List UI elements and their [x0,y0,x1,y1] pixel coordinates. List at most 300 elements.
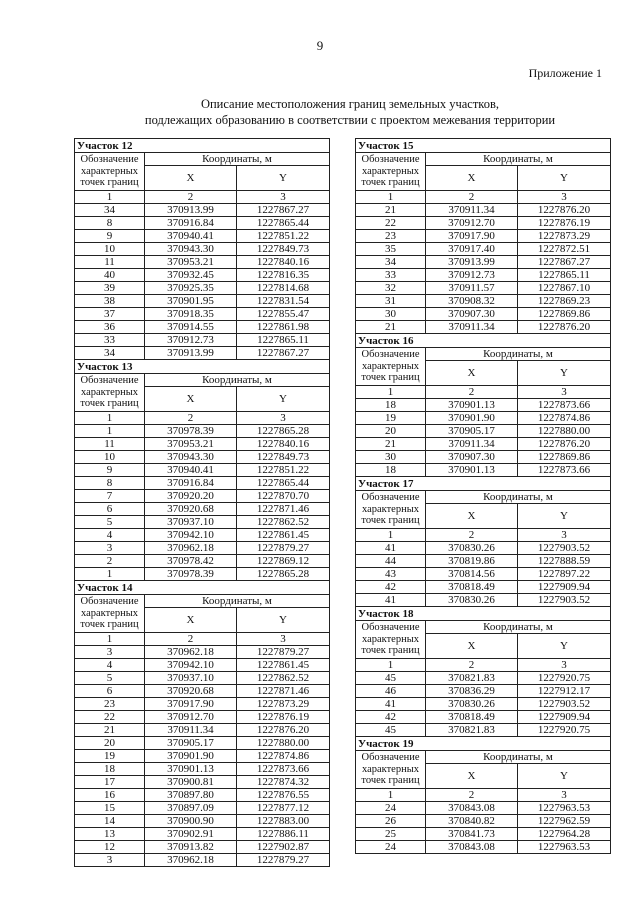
point-number: 9 [75,464,145,477]
table-row [356,295,611,308]
table-row [356,256,611,269]
header-row [356,348,611,361]
x-value: 370836.29 [426,685,518,698]
point-number: 18 [75,763,145,776]
table-row [356,230,611,243]
point-number: 13 [75,828,145,841]
table-row [356,802,611,815]
point-number: 35 [356,243,426,256]
x-value: 370840.82 [426,815,518,828]
point-header: Обозначение характерных точек границ [356,621,426,659]
point-number: 9 [75,230,145,243]
point-number: 45 [356,724,426,737]
point-number: 31 [356,295,426,308]
x-value: 370942.10 [145,529,237,542]
plot-title: Участок 15 [356,139,611,153]
point-number: 32 [356,282,426,295]
y-value: 1227869.12 [237,555,330,568]
y-value: 1227851.22 [237,230,330,243]
x-value: 370940.41 [145,464,237,477]
y-value: 1227909.94 [518,581,611,594]
table-row [75,269,330,282]
point-number: 24 [356,802,426,815]
plot-title: Участок 16 [356,334,611,348]
x-value: 370918.35 [145,308,237,321]
column-number-row [356,191,611,204]
column-number-row [356,386,611,399]
x-value: 370916.84 [145,217,237,230]
table-row [75,711,330,724]
y-value: 1227909.94 [518,711,611,724]
y-value: 1227883.00 [237,815,330,828]
table-row [356,685,611,698]
point-header: Обозначение характерных точек границ [356,348,426,386]
y-value: 1227874.86 [518,412,611,425]
x-value: 370905.17 [426,425,518,438]
point-number: 37 [75,308,145,321]
table-row [75,503,330,516]
point-number: 3 [75,542,145,555]
point-number: 24 [356,841,426,854]
x-value: 370920.68 [145,503,237,516]
y-value: 1227873.66 [518,464,611,477]
column-number: 3 [518,529,611,542]
point-number: 34 [356,256,426,269]
x-value: 370843.08 [426,841,518,854]
plot-title-row [356,334,611,348]
table-row [356,321,611,334]
header-row [356,491,611,504]
x-value: 370905.17 [145,737,237,750]
plot-title-row [75,139,330,153]
point-number: 30 [356,451,426,464]
table-row [356,568,611,581]
point-number: 34 [75,347,145,360]
table-row [75,217,330,230]
title-line-1: Описание местоположения границ земельных участков, [200,97,500,111]
column-number-row [356,529,611,542]
y-header: Y [237,166,330,191]
y-value: 1227861.45 [237,529,330,542]
y-value: 1227912.17 [518,685,611,698]
column-number: 1 [75,191,145,204]
point-number: 45 [356,672,426,685]
y-value: 1227876.20 [518,204,611,217]
table-row [75,737,330,750]
y-value: 1227869.86 [518,451,611,464]
x-value: 370901.90 [426,412,518,425]
plot-title: Участок 14 [75,581,330,595]
x-value: 370962.18 [145,542,237,555]
x-header: X [145,166,237,191]
x-header: X [426,504,518,529]
x-value: 370908.32 [426,295,518,308]
point-number: 33 [75,334,145,347]
point-header: Обозначение характерных точек границ [356,153,426,191]
coords-header: Координаты, м [145,374,330,387]
table-row [356,594,611,607]
point-number: 42 [356,581,426,594]
point-number: 21 [356,438,426,451]
y-value: 1227861.45 [237,659,330,672]
y-header: Y [518,361,611,386]
column-number-row [75,412,330,425]
x-value: 370901.13 [145,763,237,776]
y-value: 1227873.29 [237,698,330,711]
table-row [75,698,330,711]
table-row [75,646,330,659]
title-line-2: подлежащих образованию в соответствии с проектом межевания территории [144,113,556,127]
point-number: 36 [75,321,145,334]
x-value: 370914.55 [145,321,237,334]
table-row [356,438,611,451]
x-value: 370943.30 [145,451,237,464]
table-row [356,243,611,256]
x-value: 370814.56 [426,568,518,581]
x-value: 370978.39 [145,568,237,581]
point-number: 20 [356,425,426,438]
point-number: 41 [356,698,426,711]
x-value: 370978.39 [145,425,237,438]
point-number: 25 [356,828,426,841]
table-row [75,425,330,438]
table-row [356,555,611,568]
point-number: 4 [75,659,145,672]
y-value: 1227865.28 [237,568,330,581]
column-number: 2 [426,386,518,399]
page-number: 9 [316,38,324,53]
document-title [60,96,640,128]
table-row [75,334,330,347]
table-row [356,204,611,217]
point-number: 1 [75,568,145,581]
y-header: Y [237,387,330,412]
y-value: 1227874.86 [237,750,330,763]
table-row [356,425,611,438]
column-number: 1 [356,659,426,672]
point-number: 10 [75,243,145,256]
x-value: 370932.45 [145,269,237,282]
table-row [75,789,330,802]
x-value: 370912.70 [145,711,237,724]
table-row [356,217,611,230]
header-row [75,374,330,387]
y-value: 1227962.59 [518,815,611,828]
table-row [356,464,611,477]
table-row [356,672,611,685]
y-value: 1227963.53 [518,802,611,815]
y-value: 1227867.10 [518,282,611,295]
x-value: 370830.26 [426,698,518,711]
table-row [356,308,611,321]
table-row [356,282,611,295]
y-value: 1227888.59 [518,555,611,568]
table-row [75,555,330,568]
x-value: 370913.99 [145,204,237,217]
y-value: 1227849.73 [237,243,330,256]
point-number: 43 [356,568,426,581]
table-row [75,568,330,581]
point-number: 11 [75,256,145,269]
y-value: 1227874.32 [237,776,330,789]
table-row [356,724,611,737]
plot-title-row [75,581,330,595]
x-value: 370912.73 [426,269,518,282]
table-row [75,243,330,256]
header-row [75,595,330,608]
x-value: 370962.18 [145,646,237,659]
table-row [75,854,330,867]
point-number: 6 [75,503,145,516]
x-value: 370953.21 [145,256,237,269]
point-number: 5 [75,516,145,529]
x-header: X [145,608,237,633]
column-number: 3 [237,633,330,646]
y-value: 1227876.19 [518,217,611,230]
x-value: 370830.26 [426,542,518,555]
x-value: 370907.30 [426,308,518,321]
plot-title-row [356,139,611,153]
y-value: 1227920.75 [518,672,611,685]
y-value: 1227872.51 [518,243,611,256]
plot-title-row [356,737,611,751]
point-number: 42 [356,711,426,724]
coords-header: Координаты, м [145,595,330,608]
x-value: 370917.90 [145,698,237,711]
y-value: 1227855.47 [237,308,330,321]
point-number: 11 [75,438,145,451]
x-value: 370902.91 [145,828,237,841]
table-row [75,841,330,854]
y-value: 1227876.19 [237,711,330,724]
table-row [75,828,330,841]
point-number: 4 [75,529,145,542]
point-number: 18 [356,464,426,477]
table-row [356,412,611,425]
y-value: 1227873.66 [237,763,330,776]
table-row [75,204,330,217]
plot-title-row [75,360,330,374]
y-value: 1227865.11 [518,269,611,282]
point-number: 3 [75,646,145,659]
y-value: 1227840.16 [237,256,330,269]
coords-header: Координаты, м [426,348,611,361]
x-value: 370911.34 [426,321,518,334]
table-row [356,581,611,594]
y-value: 1227871.46 [237,503,330,516]
y-value: 1227903.52 [518,594,611,607]
x-header: X [426,764,518,789]
coords-header: Координаты, м [426,621,611,634]
point-number: 41 [356,594,426,607]
x-value: 370818.49 [426,711,518,724]
table-row [75,750,330,763]
coordinates-table-left [74,138,330,867]
x-value: 370940.41 [145,230,237,243]
y-value: 1227902.87 [237,841,330,854]
x-value: 370937.10 [145,516,237,529]
point-number: 17 [75,776,145,789]
header-row [356,621,611,634]
y-value: 1227876.20 [518,321,611,334]
column-number: 2 [145,191,237,204]
x-value: 370818.49 [426,581,518,594]
y-value: 1227903.52 [518,542,611,555]
plot-title: Участок 12 [75,139,330,153]
point-number: 12 [75,841,145,854]
point-header: Обозначение характерных точек границ [356,491,426,529]
point-number: 19 [75,750,145,763]
point-number: 46 [356,685,426,698]
point-number: 26 [356,815,426,828]
point-header: Обозначение характерных точек границ [75,595,145,633]
column-number: 3 [518,386,611,399]
point-number: 21 [75,724,145,737]
plot-title-row [356,607,611,621]
y-value: 1227865.44 [237,477,330,490]
y-value: 1227880.00 [237,737,330,750]
y-value: 1227873.29 [518,230,611,243]
point-number: 39 [75,282,145,295]
x-value: 370819.86 [426,555,518,568]
point-number: 6 [75,685,145,698]
point-number: 2 [75,555,145,568]
point-number: 20 [75,737,145,750]
x-value: 370920.68 [145,685,237,698]
y-value: 1227897.22 [518,568,611,581]
x-value: 370901.95 [145,295,237,308]
point-number: 15 [75,802,145,815]
table-row [75,802,330,815]
column-number: 1 [356,789,426,802]
column-number: 2 [426,659,518,672]
right-column [355,138,610,854]
x-value: 370962.18 [145,854,237,867]
point-number: 41 [356,542,426,555]
y-value: 1227840.16 [237,438,330,451]
coords-header: Координаты, м [426,491,611,504]
x-value: 370978.42 [145,555,237,568]
column-number: 2 [145,412,237,425]
point-number: 21 [356,204,426,217]
coords-header: Координаты, м [426,751,611,764]
x-value: 370912.70 [426,217,518,230]
y-value: 1227876.55 [237,789,330,802]
table-row [75,282,330,295]
point-number: 19 [356,412,426,425]
table-row [356,399,611,412]
y-value: 1227867.27 [237,204,330,217]
y-value: 1227964.28 [518,828,611,841]
point-header: Обозначение характерных точек границ [75,374,145,412]
point-number: 5 [75,672,145,685]
x-value: 370917.40 [426,243,518,256]
table-row [75,490,330,503]
column-number: 3 [518,789,611,802]
table-row [75,477,330,490]
point-number: 22 [75,711,145,724]
y-value: 1227867.27 [518,256,611,269]
y-value: 1227862.52 [237,672,330,685]
y-value: 1227851.22 [237,464,330,477]
table-row [356,841,611,854]
point-number: 33 [356,269,426,282]
table-row [75,438,330,451]
header-row [356,751,611,764]
y-value: 1227880.00 [518,425,611,438]
coordinates-table-right [355,138,611,854]
x-value: 370912.73 [145,334,237,347]
column-number: 1 [75,633,145,646]
table-row [356,711,611,724]
y-value: 1227865.28 [237,425,330,438]
plot-title: Участок 17 [356,477,611,491]
column-number: 2 [426,789,518,802]
point-number: 44 [356,555,426,568]
x-header: X [426,361,518,386]
x-value: 370897.09 [145,802,237,815]
y-value: 1227886.11 [237,828,330,841]
plot-title: Участок 19 [356,737,611,751]
x-header: X [145,387,237,412]
y-value: 1227869.23 [518,295,611,308]
column-number-row [75,633,330,646]
x-value: 370920.20 [145,490,237,503]
y-value: 1227869.86 [518,308,611,321]
left-column [74,138,329,867]
x-value: 370911.34 [426,204,518,217]
point-header: Обозначение характерных точек границ [75,153,145,191]
table-row [75,256,330,269]
y-value: 1227865.44 [237,217,330,230]
point-number: 3 [75,854,145,867]
y-header: Y [518,166,611,191]
y-value: 1227865.11 [237,334,330,347]
appendix-label: Приложение 1 [528,66,602,80]
x-value: 370900.90 [145,815,237,828]
x-value: 370897.80 [145,789,237,802]
x-header: X [426,634,518,659]
x-value: 370943.30 [145,243,237,256]
y-value: 1227876.20 [518,438,611,451]
point-number: 16 [75,789,145,802]
y-value: 1227861.98 [237,321,330,334]
y-value: 1227963.53 [518,841,611,854]
point-number: 18 [356,399,426,412]
point-number: 38 [75,295,145,308]
x-value: 370843.08 [426,802,518,815]
table-row [356,698,611,711]
x-value: 370841.73 [426,828,518,841]
x-value: 370911.34 [145,724,237,737]
x-header: X [426,166,518,191]
column-number: 2 [426,191,518,204]
column-number-row [356,659,611,672]
table-row [75,763,330,776]
x-value: 370917.90 [426,230,518,243]
y-value: 1227831.54 [237,295,330,308]
point-number: 30 [356,308,426,321]
column-number: 3 [518,191,611,204]
table-row [75,776,330,789]
y-value: 1227849.73 [237,451,330,464]
plot-title: Участок 18 [356,607,611,621]
y-value: 1227879.27 [237,646,330,659]
header-row [356,153,611,166]
table-row [75,542,330,555]
table-row [75,451,330,464]
column-number: 2 [145,633,237,646]
